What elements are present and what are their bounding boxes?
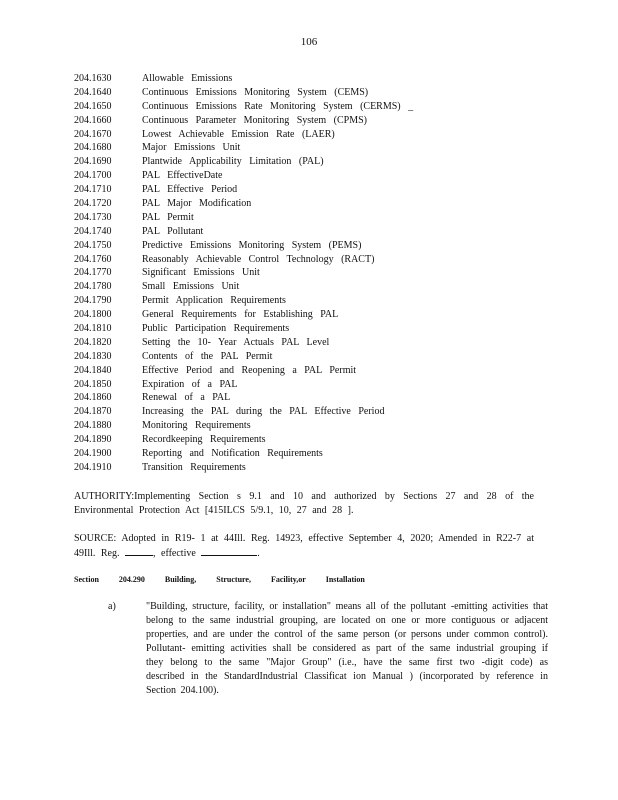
toc-row [74,391,494,405]
toc-section-number: 204.1870 [74,406,112,418]
toc-section-number: 204.1680 [74,142,112,154]
toc-section-title: PAL Pollutant [142,225,204,237]
toc-section-number: 204.1690 [74,156,112,168]
toc-section-title: Recordkeeping Requirements [142,434,266,446]
toc-row [74,378,494,392]
toc-section-number: 204.1800 [74,309,112,321]
toc-section-title: Monitoring Requirements [142,420,251,432]
toc-section-number: 204.1770 [74,267,112,279]
toc-section-title: Expiration of a PAL [142,378,238,390]
toc-section-number: 204.1860 [74,392,112,404]
toc-section-number: 204.1880 [74,420,112,432]
toc-section-title: Effective Period and Reopening a PAL Permit [142,364,357,376]
source-text: SOURCE: Adopted in R19- 1 at 44Ill. Reg. 14923, effective September 4, 2020; Amended in R22-7 at 49Ill. Reg. [74,533,534,559]
toc-section-title: Major Emissions Unit [142,142,241,154]
toc-row [74,294,494,308]
toc-section-title: Continuous Emissions Monitoring System (CEMS) [142,86,369,98]
toc-section-number: 204.1710 [74,184,112,196]
authority-note: AUTHORITY:Implementing Section s 9.1 and 10 and authorized by Sections 27 and 28 of the Environmental Protection Act [415ILCS 5/9.1, 10, 27 and 28 ]. [74,491,534,516]
toc-section-title: Reporting and Notification Requirements [142,448,323,460]
toc-section-number: 204.1900 [74,448,112,460]
source-end: . [257,548,260,559]
toc-section-title: Renewal of a PAL [142,392,231,404]
toc-section-number: 204.1740 [74,225,112,237]
paragraph-text: "Building, structure, facility, or installation" means all of the pollutant -emitting activities that belong to the same industrial grouping, are located on one or more contiguous or adjacent properties, and are under the control of the same person (or persons under common control). Pollutant- emitting activities shall be considered as part of the same industrial grouping if they belong to the same "Major Group" (i.e., have the same first two -digit code) as described in the StandardIndustrial Classificat ion Manual ) (incorporated by reference in Section 204.100). [146,601,548,696]
toc-section-title: Significant Emissions Unit [142,267,260,279]
toc-section-title: Lowest Achievable Emission Rate (LAER) [142,128,335,140]
toc-row [74,211,494,225]
toc-section-title: Setting the 10- Year Actuals PAL Level [142,336,330,348]
toc-row [74,461,494,475]
section-heading: Section 204.290 Building, Structure, Facility,or Installation [74,575,365,584]
toc-row [74,364,494,378]
toc-row [74,141,494,155]
toc-section-number: 204.1640 [74,86,112,98]
toc-section-number: 204.1830 [74,350,112,362]
toc-row [74,114,494,128]
toc-section-title: PAL Effective Period [142,184,238,196]
toc-section-number: 204.1790 [74,295,112,307]
source-effective: , effective [153,548,196,559]
toc-row [74,86,494,100]
toc-row [74,266,494,280]
toc-section-number: 204.1650 [74,100,112,112]
toc-row [74,405,494,419]
toc-section-title: Plantwide Applicability Limitation (PAL) [142,156,324,168]
toc-section-number: 204.1750 [74,239,112,251]
paragraph-label: a) [108,601,116,612]
toc-section-number: 204.1810 [74,323,112,335]
source-note [74,532,534,561]
toc-row [74,350,494,364]
toc-section-number: 204.1910 [74,461,112,473]
toc-row [74,100,494,114]
toc-section-title: PAL Permit [142,211,194,223]
toc-section-title: Reasonably Achievable Control Technology (RACT) [142,253,375,265]
table-of-contents [74,72,494,475]
toc-section-title: Transition Requirements [142,461,246,473]
toc-section-number: 204.1760 [74,253,112,265]
toc-row [74,128,494,142]
toc-row [74,169,494,183]
toc-section-number: 204.1720 [74,198,112,210]
toc-section-title: Small Emissions Unit [142,281,240,293]
page-number: 106 [300,36,318,48]
toc-section-number: 204.1890 [74,434,112,446]
toc-section-number: 204.1850 [74,378,112,390]
toc-row [74,336,494,350]
toc-section-title: PAL Major Modification [142,198,252,210]
toc-section-title: Allowable Emissions [142,73,233,84]
toc-section-title: Contents of the PAL Permit [142,350,273,362]
toc-row [74,253,494,267]
toc-section-title: Continuous Emissions Rate Monitoring System (CERMS) _ [142,100,414,112]
toc-section-number: 204.1780 [74,281,112,293]
toc-row [74,433,494,447]
toc-section-title: Public Participation Requirements [142,323,290,335]
toc-section-title: General Requirements for Establishing PAL [142,309,339,321]
toc-section-number: 204.1670 [74,128,112,140]
toc-section-title: Increasing the PAL during the PAL Effective Period [142,406,385,418]
definition-paragraph [108,600,548,698]
toc-row [74,322,494,336]
toc-section-number: 204.1840 [74,364,112,376]
toc-row [74,308,494,322]
toc-row [74,225,494,239]
toc-section-number: 204.1700 [74,170,112,182]
toc-row [74,72,494,86]
toc-section-number: 204.1630 [74,73,112,84]
blank-line [125,546,153,556]
toc-row [74,280,494,294]
toc-row [74,155,494,169]
toc-row [74,419,494,433]
toc-row [74,183,494,197]
toc-section-title: Predictive Emissions Monitoring System (PEMS) [142,239,362,251]
toc-section-title: PAL EffectiveDate [142,170,223,182]
toc-section-number: 204.1660 [74,114,112,126]
toc-section-number: 204.1730 [74,211,112,223]
toc-row [74,239,494,253]
toc-section-title: Permit Application Requirements [142,295,286,307]
toc-section-number: 204.1820 [74,336,112,348]
toc-row [74,447,494,461]
blank-line [201,546,257,556]
toc-section-title: Continuous Parameter Monitoring System (CPMS) [142,114,367,126]
toc-row [74,197,494,211]
